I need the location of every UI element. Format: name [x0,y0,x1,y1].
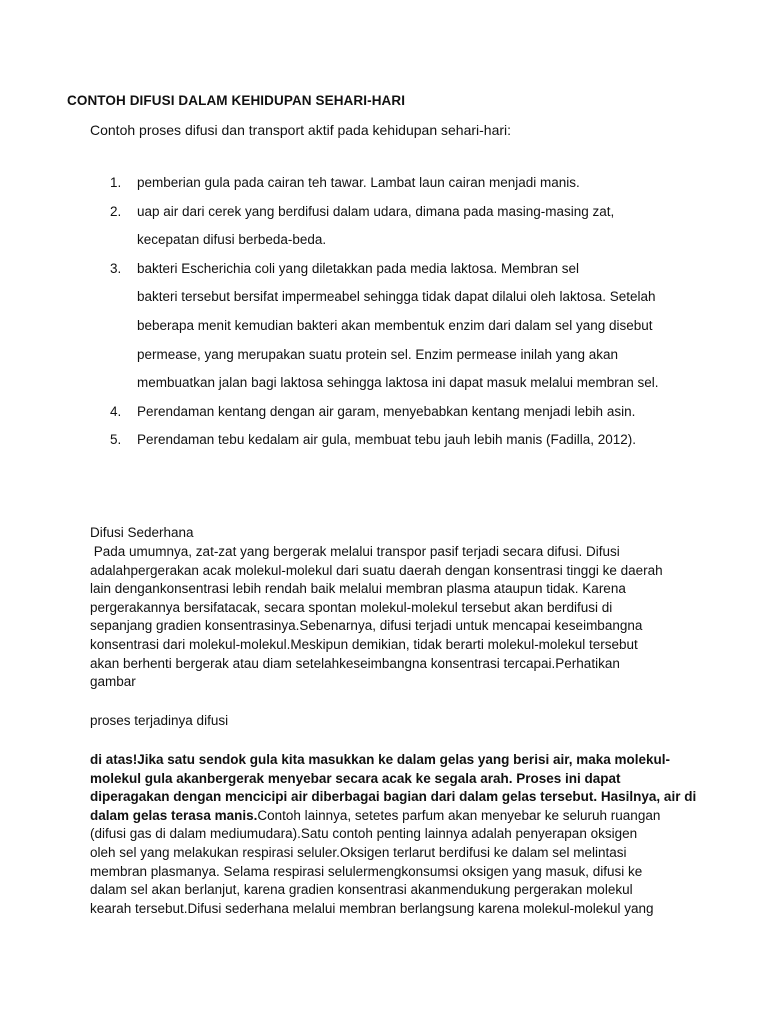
section-heading: Difusi Sederhana [90,525,194,540]
list-item [110,426,670,455]
list-item [110,255,670,398]
paragraph-example [90,751,697,918]
paragraph-line: lain dengankonsentrasi lebih rendah baik melalui membran plasma ataupun tidak. Karena [90,581,626,597]
paragraph-line: dalam sel akan berlanjut, karena gradien konsentrasi akanmendukung pergerakan molekul [90,882,633,898]
list-item-text: permease, yang merupakan suatu protein sel. Enzim permease inilah yang akan [137,346,619,362]
bold-fragment: dalam gelas terasa manis. [90,807,258,823]
paragraph-line: (difusi gas di dalam mediumudara).Satu contoh penting lainnya adalah penyerapan oksigen [90,826,638,842]
list-item-number: 1. [110,175,122,190]
paragraph-line: konsentrasi dari molekul-molekul.Meskipun demikian, tidak berarti molekul-molekul tersebut [90,636,638,652]
list-item-text: uap air dari cerek yang berdifusi dalam udara, dimana pada masing-masing zat, [137,203,615,219]
list-item-number: 4. [110,403,122,419]
list-item-number: 2. [110,203,122,219]
list-item-number: 5. [110,432,122,448]
list-item-text: bakteri Escherichia coli yang diletakkan pada media laktosa. Membran sel [137,260,579,276]
figure-caption: proses terjadinya difusi [90,713,229,728]
examples-list [110,169,670,455]
paragraph-line: adalahpergerakan acak molekul-molekul dari suatu daerah dengan konsentrasi tinggi ke daerah [90,562,663,578]
paragraph-line: kearah tersebut.Difusi sederhana melalui membran berlangsung karena molekul-molekul yang [90,900,654,916]
paragraph-line: membran plasmanya. Selama respirasi selulermengkonsumsi oksigen yang masuk, difusi ke [90,863,643,879]
paragraph-line-bold: di atas!Jika satu sendok gula kita masukkan ke dalam gelas yang berisi air, maka molekul- [90,752,671,767]
list-item-text: membuatkan jalan bagi laktosa sehingga laktosa ini dapat masuk melalui membran sel. [137,375,659,391]
list-item [110,398,670,427]
paragraph-difusi-sederhana [90,543,690,692]
paragraph-line: akan berhenti bergerak atau diam setelahkeseimbangna konsentrasi tercapai.Perhatikan [90,655,620,671]
paragraph-line-bold: molekul gula akanbergerak menyebar secara acak ke segala arah. Proses ini dapat [90,770,621,786]
list-item-text: Perendaman kentang dengan air garam, menyebabkan kentang menjadi lebih asin. [137,403,636,419]
list-item-number: 3. [110,260,122,276]
regular-fragment: Contoh lainnya, setetes parfum akan menyebar ke seluruh ruangan [257,807,661,823]
list-item [110,169,670,198]
list-item-text: kecepatan difusi berbeda-beda. [137,232,327,248]
list-item-text: Perendaman tebu kedalam air gula, membuat tebu jauh lebih manis (Fadilla, 2012). [137,432,637,448]
paragraph-line-mixed [90,807,690,826]
intro-text: Contoh proses difusi dan transport aktif pada kehidupan sehari-hari: [90,122,512,138]
list-item [110,198,670,255]
list-item-text: beberapa menit kemudian bakteri akan membentuk enzim dari dalam sel yang disebut [137,317,653,333]
paragraph-line: sepanjang gradien konsentrasinya.Sebenarnya, difusi terjadi untuk mencapai keseimbangna [90,618,643,634]
paragraph-line: gambar [90,674,136,690]
list-item-text: pemberian gula pada cairan teh tawar. Lambat laun cairan menjadi manis. [137,175,580,190]
list-item-text: bakteri tersebut bersifat impermeabel sehingga tidak dapat dilalui oleh laktosa. Setelah [137,289,656,305]
paragraph-line: pergerakannya bersifatacak, secara spontan molekul-molekul tersebut akan berdifusi di [90,599,613,615]
document-title: CONTOH DIFUSI DALAM KEHIDUPAN SEHARI-HARI [67,93,406,108]
paragraph-line-bold: diperagakan dengan mencicipi air diberbagai bagian dari dalam gelas tersebut. Hasilnya, air di [90,789,697,805]
paragraph-line: oleh sel yang melakukan respirasi seluler.Oksigen terlarut berdifusi ke dalam sel melintasi [90,844,627,860]
paragraph-line: Pada umumnya, zat-zat yang bergerak melalui transpor pasif terjadi secara difusi. Difusi [90,544,620,559]
